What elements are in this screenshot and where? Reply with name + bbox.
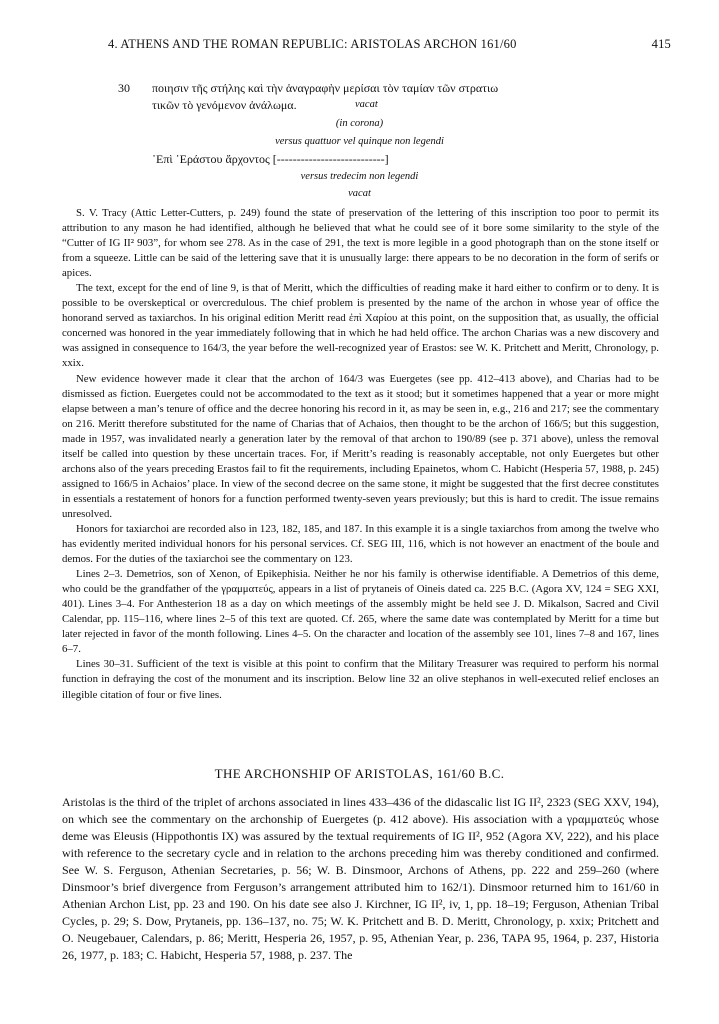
page-number: 415 [651, 37, 671, 51]
commentary-paragraph: New evidence however made it clear that the archon of 164/3 was Euergetes (see pp. 412–413 above), and Charias had to be dismissed as fiction. Euergetes could not be accommodated to the text as it stood; but it sometimes happened that a year or more might elapse between a man’s tenure of office and the decree honoring his record in it, as may be seen in, e.g., 216 and 217; see the commentary on 216. Meritt therefore substituted for the name of Charias that of Achaios, then thought to be the archon of 166/5; but this suggestion, made in 1957, was invalidated nearly a generation later by the removal of that archon to 190/89 (see p. 371 above), unless the removal itself be called into question by these uncertain traces. For, if Meritt’s reading is reasonably acceptable, not only Euergetes but other archons also of the years preceding Erastos fail to fit the requirements, including Epainetos, whom C. Habicht (Hesperia 57, 1988, p. 245) assigned to 166/5 in Achaios’ place. In view of the second decree on the same stone, it might be suggested that the first decree constitutes in essentials a restatement of honors for a function performed twenty-seven years previously; but this is hard to credit. The issue remains unresolved. [62, 372, 659, 520]
inscription-line-30: ποιησιν τῆς στήλης καὶ τὴν ἀναγραφὴν μερίσαι τὸν ταμίαν τῶν στρατιω [152, 81, 499, 95]
section-paragraph: Aristolas is the third of the triplet of archons associated in lines 433–436 of the didascalic list IG II², 2323 (SEG XXV, 194), on which see the commentary on the archonship of Euergetes (p. 412 above). His association with a γραμματεύς whose deme was Eleusis (Hippothontis IX) was assured by the textual requirements of IG II², 952 (Agora XV, 222), and his place with reference to the secretary cycle and in relation to the archons preceding him was thereby conditioned and confirmed. See W. S. Ferguson, Athenian Secretaries, p. 56; W. B. Dinsmoor, Archons of Athens, pp. 222 and 259–260 (where Dinsmoor’s brief divergence from Ferguson’s arrangement attributed him to 162/1). Dinsmoor returned him to 161/60 in Athenian Archon List, pp. 23 and 190. On his date see also J. Kirchner, IG II², iv, 1, pp. 18–19; Ferguson, Athenian Tribal Cycles, p. 29; S. Dow, Prytaneis, pp. 136–137, no. 75; W. K. Pritchett and B. D. Meritt, Chronology, p. xxix; Pritchett and O. Neugebauer, Calendars, p. 86; Meritt, Hesperia 26, 1957, p. 95, Athenian Year, p. 236, TAPA 95, 1964, p. 237, Historia 26, 1977, p. 183; C. Habicht, Hesperia 57, 1988, p. 237. The [62, 795, 659, 962]
inscription-archon-line: ᾿Επὶ ᾿Εράστου ἄρχοντος [---------------------------] [152, 152, 389, 166]
running-title: 4. ATHENS AND THE ROMAN REPUBLIC: ARISTOLAS ARCHON 161/60 [108, 37, 517, 51]
commentary [62, 206, 659, 703]
section-body [62, 794, 659, 964]
vacat-note: vacat [355, 99, 378, 110]
commentary-paragraph: Lines 2–3. Demetrios, son of Xenon, of Epikephisia. Neither he nor his family is otherwise identifiable. A Demetrios of this deme, who could be the grandfather of the γραμματεύς, appears in a list of prytaneis of Oineis dated ca. 225 B.C. (Agora XV, 124 = SEG XXI, 401). Lines 3–4. For Anthesterion 18 as a day on which meetings of the assembly might be held see J. D. Mikalson, Sacred and Civil Calendar, pp. 115–116, where lines 2–5 of this text are quoted. Cf. 265, where the same date was contemplated by Meritt for a time but later rejected in favor of the month following. Lines 4–5. On the character and location of the assembly see 101, lines 7–8 and 167, lines 6–7. [62, 568, 659, 656]
running-header [108, 37, 671, 55]
commentary-paragraph: Lines 30–31. Sufficient of the text is visible at this point to confirm that the Military Treasurer was required to perform his normal function in defraying the cost of the monument and its inscription. Below line 32 an olive stephanos in well-executed relief encloses an illegible citation of four or five lines. [62, 658, 659, 701]
commentary-paragraph: S. V. Tracy (Attic Letter-Cutters, p. 249) found the state of preservation of the lettering of this inscription too poor to permit its attribution to any mason he had identified, although he believed that what he could see of it bore some similarity to the style of the “Cutter of IG II² 903”, for whom see 278. As in the case of 291, the text is more legible in a good photograph than on the stone itself or from a squeeze. Little can be said of the lettering save that it is unusually large: there appears to be no decoration in the form of serifs or apices. [62, 207, 659, 280]
versus-tredecim-note: versus tredecim non legendi [300, 171, 419, 182]
vacat-final-note: vacat [348, 188, 371, 199]
versus-non-legendi-note: versus quattuor vel quinque non legendi [275, 136, 444, 147]
inscription-line-31: τικῶν τὸ γενόμενον ἀνάλωμα. [152, 98, 297, 112]
commentary-paragraph: The text, except for the end of line 9, is that of Meritt, which the difficulties of reading make it hard either to confirm or to deny. It is possible to be overskeptical or overcredulous. The chief problem is presented by the name of the archon in whose year of office the honorand served as taxiarchos. In his original edition Meritt read ἐπὶ Χαρίου at this point, on the supposition that, as usually, the official concerned was honored in the year immediately following that in which he had held office. The archon Charias was a new discovery and was assigned in consequence to 164/3, the year before the well-recognized year of Erastos: see W. K. Pritchett and Meritt, Chronology, p. xxix. [62, 282, 659, 370]
line-number: 30 [118, 81, 130, 95]
commentary-paragraph: Honors for taxiarchoi are recorded also in 123, 182, 185, and 187. In this example it is a single taxiarchos from among the twelve who has evidently merited individual honors for his personal services. Cf. SEG III, 116, which is not however an enactment of the boule and demos. For the duties of the taxiarchoi see the commentary on 123. [62, 522, 659, 566]
section-title: THE ARCHONSHIP OF ARISTOLAS, 161/60 B.C. [214, 766, 505, 781]
in-corona-note: (in corona) [335, 118, 384, 129]
